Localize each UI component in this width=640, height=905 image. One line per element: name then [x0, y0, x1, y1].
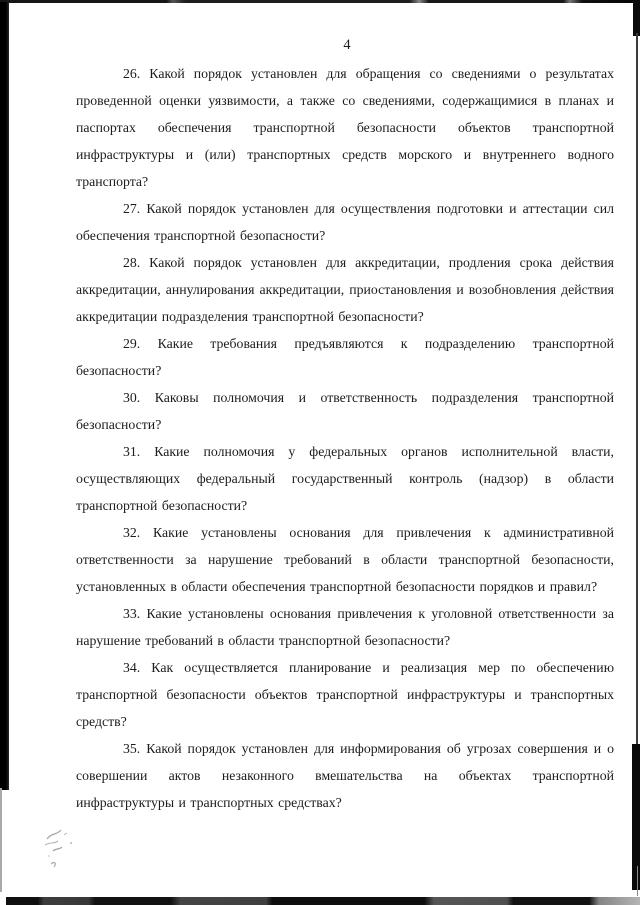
question-34: 34. Как осуществляется планирование и реализация мер по обеспечению транспортной безопасности объектов транспортной инфраструктуры и транспортных средств? [76, 660, 614, 729]
scan-edge-right-bar [632, 744, 640, 890]
question-28: 28. Какой порядок установлен для аккредитации, продления срока действия аккредитации, аннулирования аккредитации, приостановления и возобновления действия аккредитации подразделения транспортной безопасности? [76, 255, 614, 324]
scan-edge-top [0, 0, 640, 3]
question-32: 32. Какие установлены основания для привлечения к административной ответственности за нарушение требований в области транспортной безопасности, установленных в области обеспечения транспортной безопасности порядков и правил? [76, 525, 614, 594]
question-30: 30. Каковы полномочия и ответственность подразделения транспортной безопасности? [76, 390, 614, 432]
pencil-smudge-icon [40, 822, 86, 872]
scan-edge-left-bar [0, 2, 9, 790]
scan-edge-right-top [633, 0, 640, 36]
scan-edge-left-thin [0, 788, 2, 892]
scan-edge-right-low [637, 866, 638, 896]
question-35: 35. Какой порядок установлен для информирования об угрозах совершения и о совершении актов незаконного вмешательства на объектах транспортной инфраструктуры и транспортных средствах? [76, 741, 614, 810]
scan-edge-bottom-bar [6, 897, 640, 905]
question-29: 29. Какие требования предъявляются к подразделению транспортной безопасности? [76, 336, 614, 378]
question-33: 33. Какие установлены основания привлечения к уголовной ответственности за нарушение требований в области транспортной безопасности? [76, 606, 614, 648]
question-31: 31. Какие полномочия у федеральных органов исполнительной власти, осуществляющих федеральный государственный контроль (надзор) в области транспортной безопасности? [76, 444, 614, 513]
question-26: 26. Какой порядок установлен для обращения со сведениями о результатах проведенной оценки уязвимости, а также со сведениями, содержащимися в планах и паспортах обеспечения транспортной безопасности объектов транспортной инфраструктуры и (или) транспортных средств морского и внутреннего водного транспорта? [76, 66, 614, 189]
page-number: 4 [343, 37, 351, 53]
question-list [76, 60, 614, 816]
question-27: 27. Какой порядок установлен для осуществления подготовки и аттестации сил обеспечения транспортной безопасности? [76, 201, 614, 243]
scan-edge-right-thin [636, 33, 638, 745]
